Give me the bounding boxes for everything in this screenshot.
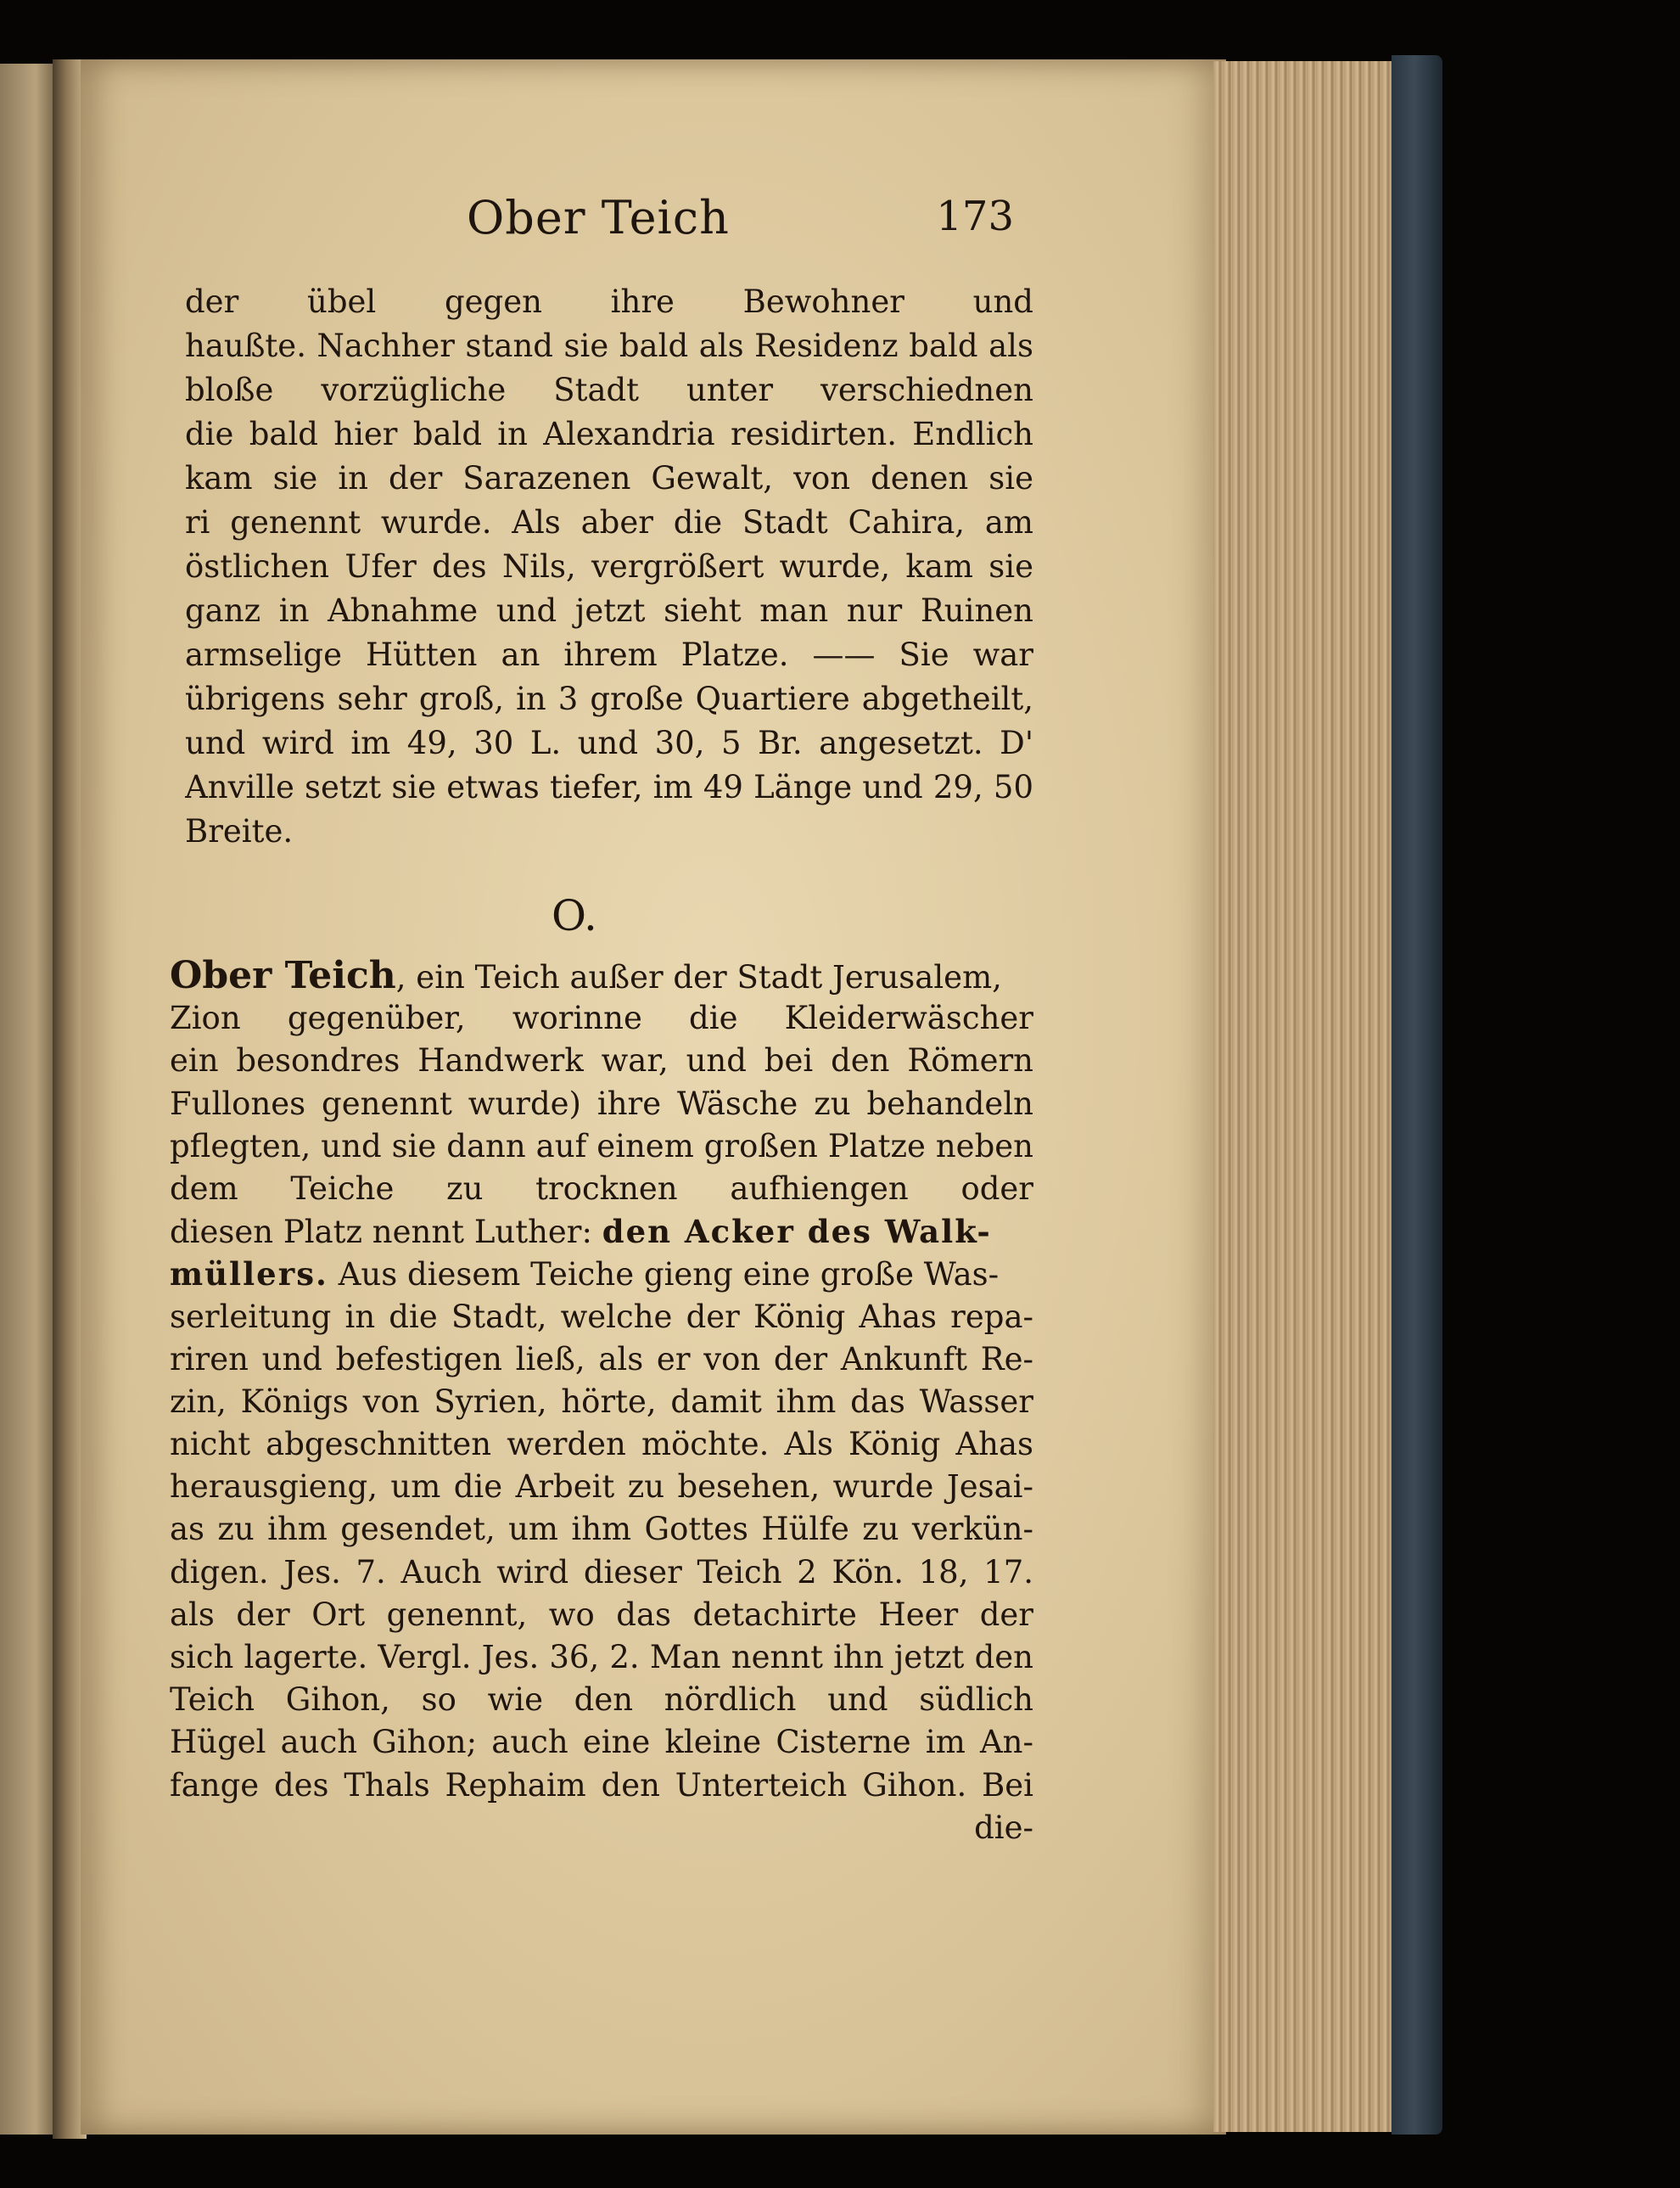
- text-line: ein besondres Handwerk war, und bei den Römern: [170, 1042, 1033, 1080]
- text-line: Fullones genennt wurde) ihre Wäsche zu behandeln: [170, 1085, 1033, 1122]
- emphasis-line-2: [170, 1253, 1033, 1295]
- emphasis-text: den Acker des Walk-: [602, 1213, 992, 1251]
- text-line: kam sie in der Sarazenen Gewalt, von denen sie: [185, 460, 1033, 497]
- page-number: 173: [936, 193, 1014, 240]
- text-line: übrigens sehr groß, in 3 große Quartiere abgetheilt,: [185, 681, 1033, 717]
- text-line: haußte. Nachher stand sie bald als Residenz bald als: [185, 328, 1033, 364]
- previous-entry-text: [185, 280, 1033, 854]
- text-line: zin, Königs von Syrien, hörte, damit ihm das Wasser: [170, 1383, 1033, 1420]
- text-line: sich lagerte. Vergl. Jes. 36, 2. Man nennt ihn jetzt den: [170, 1639, 1033, 1675]
- page-header: [195, 182, 1014, 250]
- entry-first-line: [170, 955, 1033, 997]
- emphasis-line: [170, 1210, 1033, 1253]
- text-line: Aus diesem Teiche gieng eine große Was-: [338, 1256, 1000, 1293]
- text-line: Teich Gihon, so wie den nördlich und südlich: [170, 1681, 1033, 1719]
- page-edges: [1213, 61, 1403, 2132]
- headword: Ober Teich: [170, 954, 396, 997]
- book-cover: [1392, 55, 1442, 2135]
- text-line: der übel gegen ihre Bewohner und: [185, 283, 1033, 320]
- text-line: herausgieng, um die Arbeit zu besehen, wurde Jesai-: [170, 1468, 1033, 1506]
- text-line: serleitung in die Stadt, welche der König Ahas repa-: [170, 1298, 1033, 1335]
- text-line: Anville setzt sie etwas tiefer, im 49 Länge und 29, 50: [185, 769, 1033, 805]
- text-line: ri genennt wurde. Als aber die Stadt Cahira, am: [185, 504, 1033, 541]
- text-line: fange des Thals Rephaim den Unterteich Gihon. Bei: [170, 1766, 1033, 1804]
- text-line: pflegten, und sie dann auf einem großen Platze neben: [170, 1127, 1033, 1164]
- text-line: bloße vorzügliche Stadt unter verschiednen: [185, 372, 1033, 408]
- text-line: armselige Hütten an ihrem Platze. —— Sie war: [185, 637, 1033, 673]
- text-line: und wird im 49, 30 L. und 30, 5 Br. angesetzt. D': [185, 725, 1033, 761]
- running-head: Ober Teich: [467, 191, 730, 244]
- text-line: dem Teiche zu trocknen aufhiengen oder: [170, 1170, 1033, 1207]
- emphasis-text: müllers.: [170, 1255, 328, 1293]
- catchword-line: [170, 1807, 1033, 1849]
- text-line: diesen Platz nennt Luther:: [170, 1214, 592, 1251]
- text-line: digen. Jes. 7. Auch wird dieser Teich 2 Kön. 18, 17.: [170, 1553, 1033, 1591]
- section-letter: O.: [552, 891, 597, 940]
- text-line: Breite.: [185, 813, 294, 850]
- first-line-rest: , ein Teich außer der Stadt Jerusalem,: [395, 959, 1002, 996]
- text-line: nicht abgeschnitten werden möchte. Als König Ahas: [170, 1426, 1033, 1463]
- text-line: östlichen Ufer des Nils, vergrößert wurde, kam sie: [185, 548, 1033, 585]
- text-line: Zion gegenüber, worinne die Kleiderwäscher: [170, 1000, 1033, 1037]
- text-line: ganz in Abnahme und jetzt sieht man nur Ruinen: [185, 592, 1033, 629]
- text-line: als der Ort genennt, wo das detachirte Heer der: [170, 1596, 1033, 1633]
- catchword: die-: [974, 1809, 1033, 1846]
- text-line: as zu ihm gesendet, um ihm Gottes Hülfe zu verkün-: [170, 1511, 1033, 1548]
- text-line: riren und befestigen ließ, als er von der Ankunft Re-: [170, 1340, 1033, 1377]
- entry-text: [170, 955, 1033, 1849]
- text-line: Hügel auch Gihon; auch eine kleine Cisterne im An-: [170, 1724, 1033, 1761]
- text-line: die bald hier bald in Alexandria residirten. Endlich: [185, 416, 1033, 452]
- left-page-edge: [0, 64, 59, 2135]
